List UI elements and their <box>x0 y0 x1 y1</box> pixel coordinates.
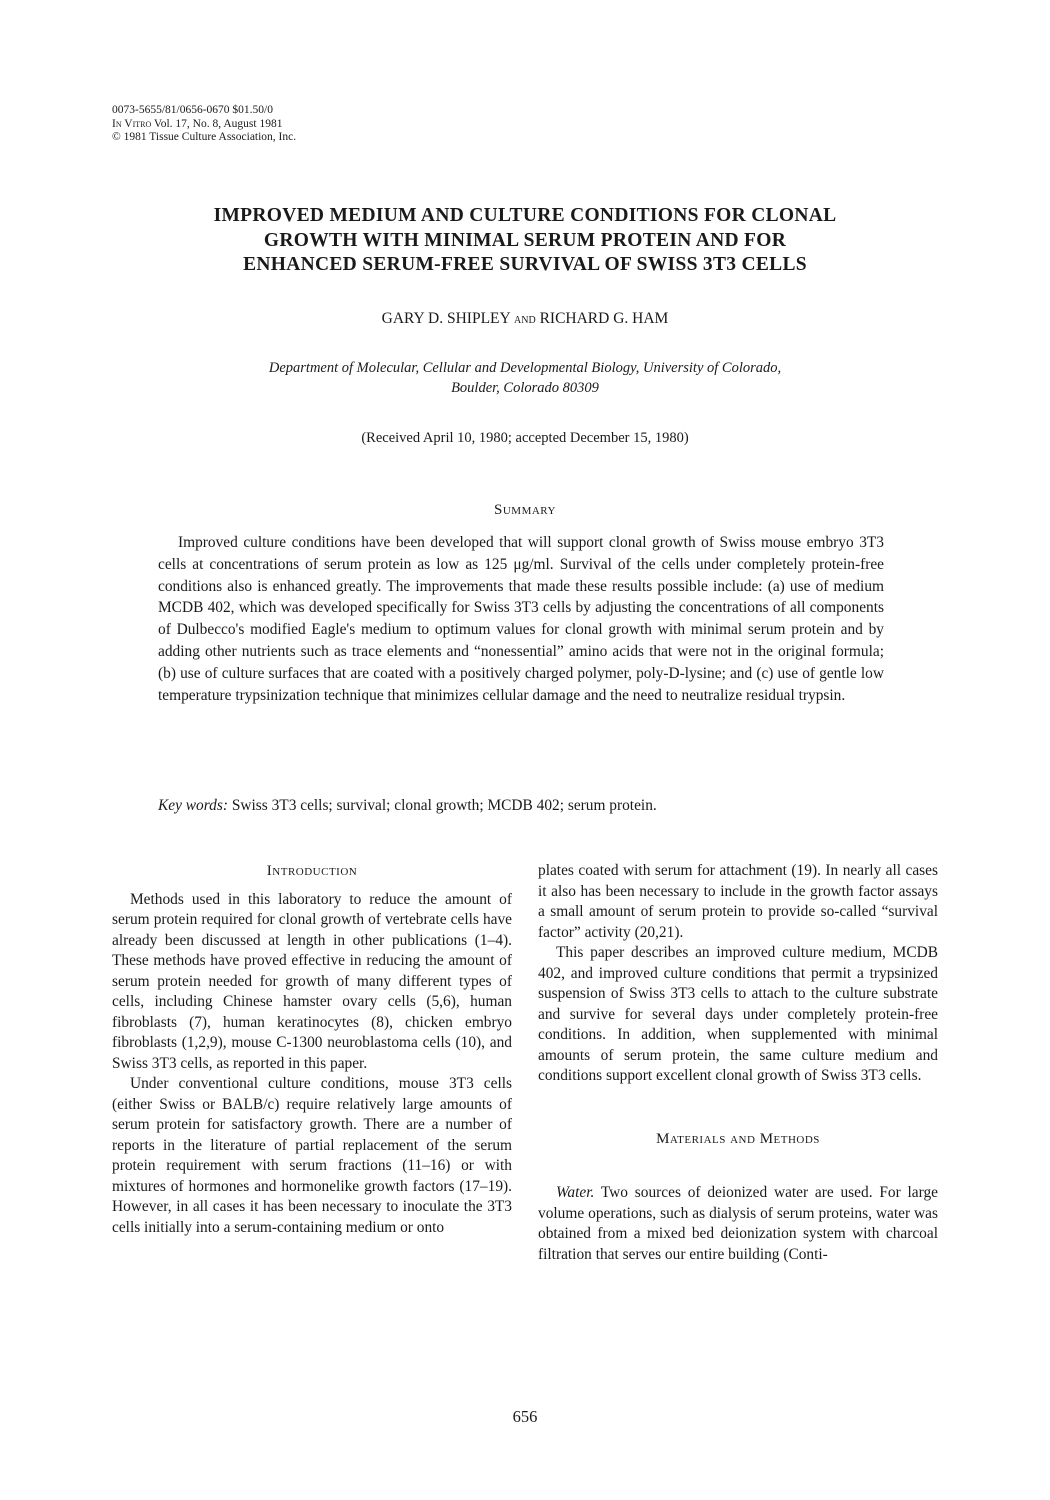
page-number: 656 <box>512 1407 538 1426</box>
intro-paragraph-1: Methods used in this laboratory to reduce the amount of serum protein required for clonal growth of vertebrate cells have already been discussed at length in other publications (1–4). These methods have proved effective in reducing the amount of serum protein needed for growth of many different types of cells, including Chinese hamster ovary cells (5,6), human fibroblasts (7), human keratinocytes (8), chicken embryo fibroblasts (1,2,9), mouse C-1300 neuroblastoma cells (10), and Swiss 3T3 cells, as reported in this paper. <box>112 890 512 1072</box>
journal-name: In Vitro <box>112 117 152 130</box>
author-1: GARY D. SHIPLEY <box>381 310 511 327</box>
affiliation-line-2: Boulder, Colorado 80309 <box>451 380 599 396</box>
water-label: Water. <box>556 1184 595 1201</box>
introduction-heading: Introduction <box>266 863 358 879</box>
keywords-label: Key words: <box>158 797 228 814</box>
keywords <box>158 797 884 815</box>
intro-paragraph-2: Under conventional culture conditions, mouse 3T3 cells (either Swiss or BALB/c) require relatively large amounts of serum protein for satisfactory growth. There are a number of reports in the literature of partial replacement of the serum protein requirement with serum fractions (11–16) or with mixtures of hormones and hormonelike growth factors (17–19). However, in all cases it has been necessary to inoculate the 3T3 cells initially into a serum-containing medium or onto <box>112 1075 512 1236</box>
authors <box>100 310 950 328</box>
header-line-copyright: © 1981 Tissue Culture Association, Inc. <box>112 131 297 143</box>
left-column <box>112 861 512 1238</box>
affiliation <box>100 358 950 398</box>
intro-paragraph-3: plates coated with serum for attachment (19). In nearly all cases it also has been necessary to include in the growth factor assays a small amount of serum protein to provide so-called “survival factor” activity (20,21). <box>538 862 938 941</box>
journal-header <box>112 104 296 145</box>
methods-heading: Materials and Methods <box>656 1130 820 1147</box>
summary-text: Improved culture conditions have been developed that will support clonal growth of Swiss mouse embryo 3T3 cells at concentrations of serum protein as low as 125 μg/ml. Survival of the cells under completely protein-free conditions also is enhanced greatly. The improvements that made these results possible include: (a) use of medium MCDB 402, which was developed specifically for Swiss 3T3 cells by adjusting the concentrations of all components of Dulbecco's modified Eagle's medium to optimum values for clonal growth with minimal serum protein and by adding other nutrients such as trace elements and “nonessential” amino acids that were not in the original formula; (b) use of culture surfaces that are coated with a positively charged polymer, poly-D-lysine; and (c) use of gentle low temperature trypsinization technique that minimizes cellular damage and the need to neutralize residual trypsin. <box>158 534 884 704</box>
summary-heading: Summary <box>494 502 556 518</box>
affiliation-line-1: Department of Molecular, Cellular and Developmental Biology, University of Colorado, <box>268 360 782 376</box>
paper-title <box>100 204 950 278</box>
title-line-3: ENHANCED SERUM-FREE SURVIVAL OF SWISS 3T3 CELLS <box>243 254 807 275</box>
author-2: RICHARD G. HAM <box>539 310 669 327</box>
title-line-1: IMPROVED MEDIUM AND CULTURE CONDITIONS FOR CLONAL <box>213 205 837 226</box>
received-dates: (Received April 10, 1980; accepted December 15, 1980) <box>361 430 689 446</box>
right-column <box>538 861 938 1265</box>
methods-water-paragraph <box>538 1183 938 1265</box>
journal-issue: Vol. 17, No. 8, August 1981 <box>151 117 283 130</box>
author-conjunction: and <box>514 312 536 327</box>
intro-paragraph-4: This paper describes an improved culture medium, MCDB 402, and improved culture conditions that permit a trypsinized suspension of Swiss 3T3 cells to attach to the culture substrate and survive for several days under completely protein-free conditions. In addition, when supplemented with minimal amounts of serum protein, the same culture medium and conditions support excellent clonal growth of Swiss 3T3 cells. <box>538 944 938 1084</box>
water-text: Two sources of deionized water are used. For large volume operations, such as dialysis of serum proteins, water was obtained from a mixed bed deionization system with charcoal filtration that serves our entire building (Conti- <box>538 1184 938 1263</box>
title-line-2: GROWTH WITH MINIMAL SERUM PROTEIN AND FOR <box>263 229 787 251</box>
keywords-list: Swiss 3T3 cells; survival; clonal growth; MCDB 402; serum protein. <box>227 797 657 814</box>
header-line-price: 0073-5655/81/0656-0670 $01.50/0 <box>112 104 273 116</box>
header-line-journal <box>112 118 296 132</box>
